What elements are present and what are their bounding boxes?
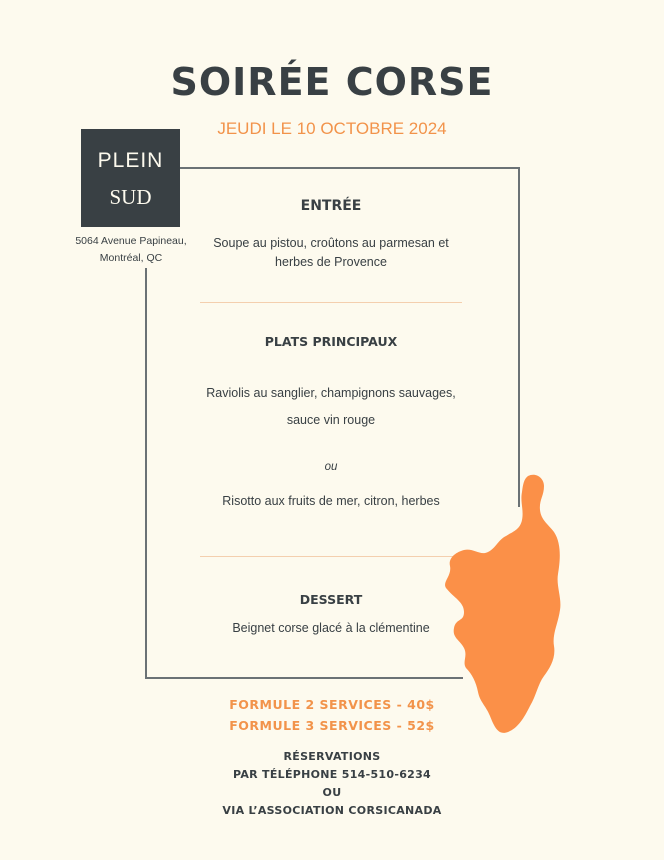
- event-date: JEUDI LE 10 OCTOBRE 2024: [217, 119, 447, 138]
- formule-2-price: FORMULE 2 SERVICES - 40$: [229, 697, 435, 712]
- restaurant-address: [66, 233, 196, 267]
- reservations-title: RÉSERVATIONS: [283, 750, 381, 763]
- dessert-heading: DESSERT: [299, 592, 363, 607]
- formule-3-price: FORMULE 3 SERVICES - 52$: [229, 718, 435, 733]
- menu-frame-top: [180, 167, 520, 169]
- entree-line-2: herbes de Provence: [275, 255, 387, 269]
- plat-1: [190, 384, 472, 430]
- event-title: SOIRÉE CORSE: [170, 60, 494, 104]
- reservations-or: OU: [322, 786, 342, 799]
- reservations-via: VIA L’ASSOCIATION CORSICANADA: [222, 804, 442, 817]
- or-separator: ou: [324, 461, 338, 473]
- reservations-phone: PAR TÉLÉPHONE 514-510-6234: [232, 768, 432, 781]
- plat-2: Risotto aux fruits de mer, citron, herbes: [222, 494, 440, 508]
- dessert-description: Beignet corse glacé à la clémentine: [232, 621, 430, 635]
- menu-frame-left: [145, 268, 147, 678]
- plat-1-line-1: Raviolis au sanglier, champignons sauvages,: [206, 386, 456, 400]
- menu-frame-right: [518, 167, 520, 507]
- entree-line-1: Soupe au pistou, croûtons au parmesan et: [213, 236, 449, 250]
- logo-word-plein: PLEIN: [97, 149, 164, 172]
- address-line-2: Montréal, QC: [99, 252, 163, 264]
- separator-2: [200, 556, 462, 557]
- plats-heading: PLATS PRINCIPAUX: [264, 334, 398, 349]
- plat-1-line-2: sauce vin rouge: [286, 413, 376, 427]
- entree-heading: ENTRÉE: [300, 198, 362, 214]
- entree-description: [190, 234, 472, 272]
- logo-word-sud: SUD: [109, 185, 152, 209]
- menu-frame-bottom: [145, 677, 463, 679]
- separator-1: [200, 302, 462, 303]
- address-line-1: 5064 Avenue Papineau,: [75, 235, 187, 247]
